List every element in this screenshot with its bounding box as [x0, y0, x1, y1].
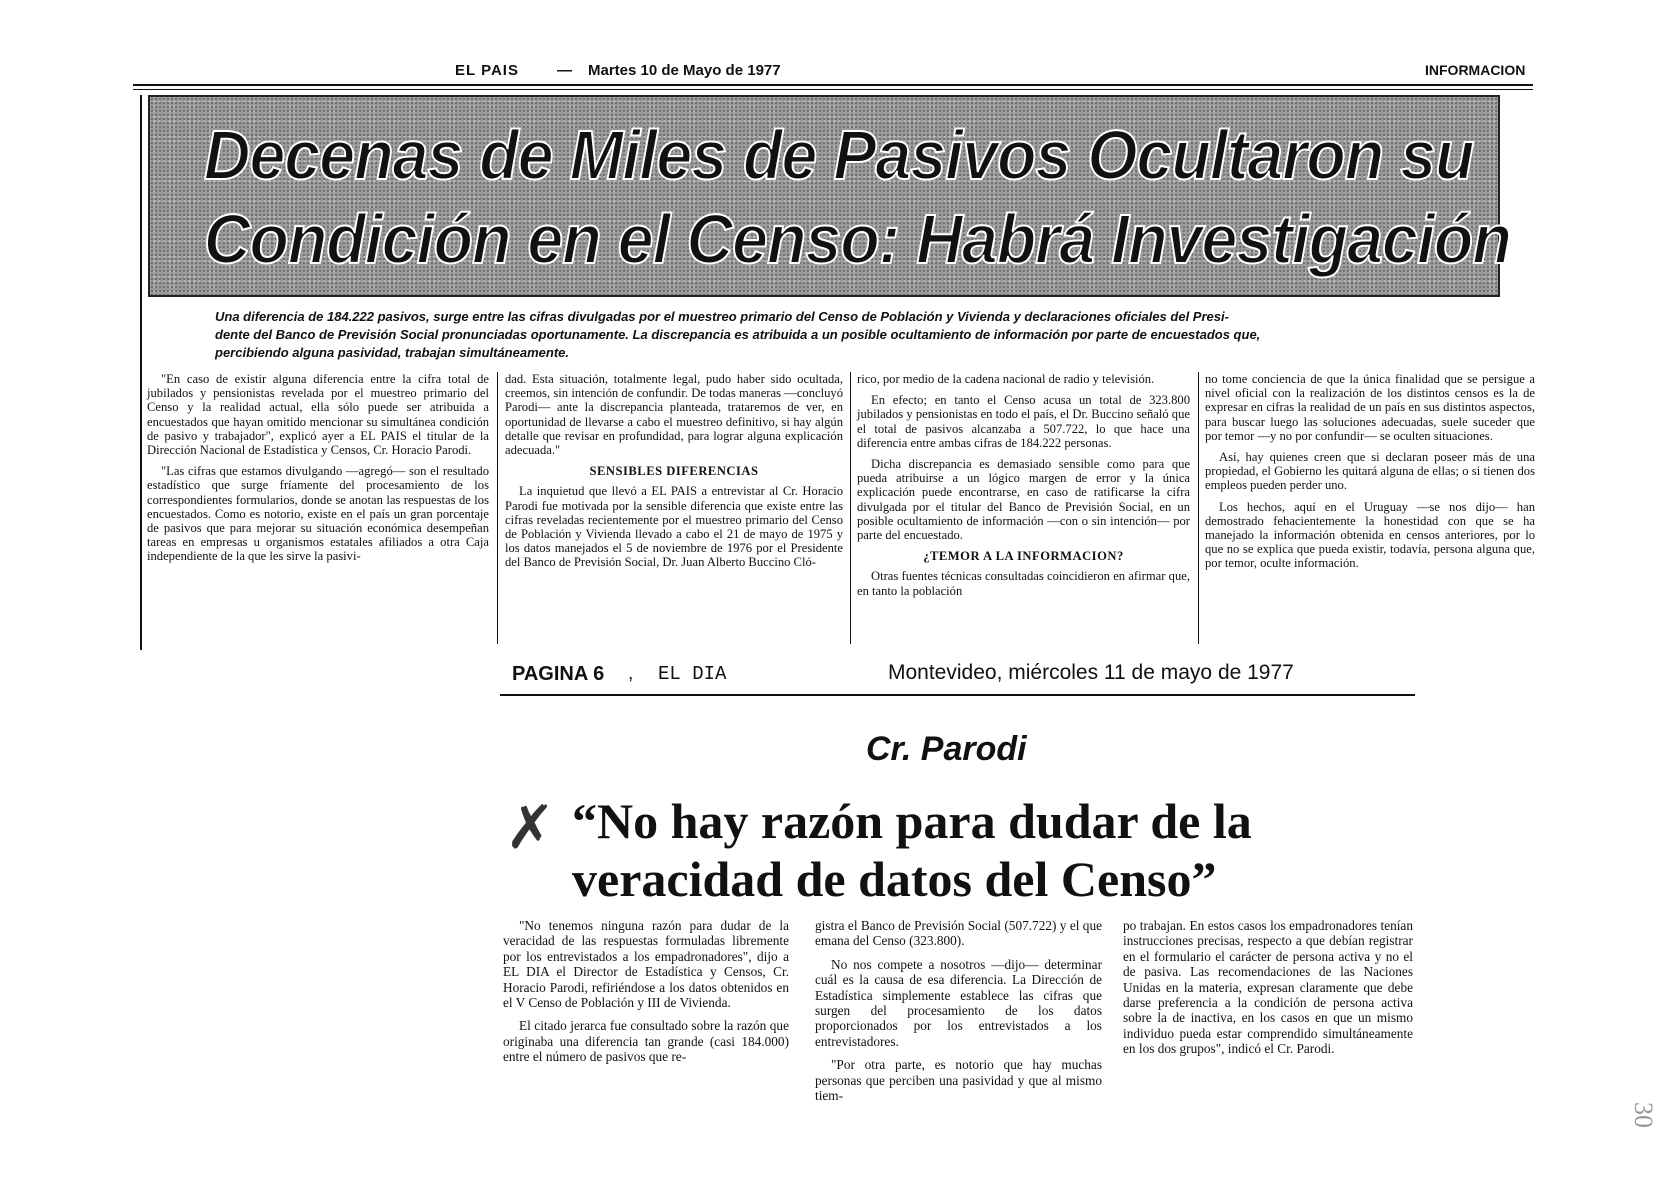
subhead-sensibles-diferencias: SENSIBLES DIFERENCIAS: [589, 464, 759, 479]
article-column-3: [1123, 918, 1413, 1065]
paragraph: gistra el Banco de Previsión Social (507.722) y el que emana del Censo (323.800).: [815, 918, 1102, 949]
header-date: Montevideo, miércoles 11 de mayo de 1977: [888, 661, 1294, 684]
handwritten-x-mark-icon: ✗: [505, 795, 556, 861]
subhead-temor-a-la-informacion: ¿TEMOR A LA INFORMACION?: [923, 549, 1124, 564]
column-rule: [1198, 372, 1199, 644]
header-rule-thin: [133, 89, 1533, 90]
header-rule: [133, 84, 1533, 86]
header-date: Martes 10 de Mayo de 1977: [588, 62, 781, 79]
header-rule: [500, 694, 1415, 696]
header-section: INFORMACION: [1425, 62, 1526, 78]
header-page-number: PAGINA 6: [512, 663, 605, 685]
column-rule: [850, 372, 851, 644]
header-paper-name: EL DIA: [658, 663, 727, 685]
paragraph: dad. Esta situación, totalmente legal, pudo haber sido ocultada, creemos, sin intención de confundir. De todas maneras —concluyó Parodi— ante la discrepancia planteada, trataremos de ver, en oportunidad de llevarse a cabo el muestreo definitivo, si hay algún detalle que revisar en profundidad, para lograr alguna explicación adecuada.": [505, 372, 843, 458]
headline-line-1: Decenas de Miles de Pasivos Ocultaron su: [203, 116, 1474, 194]
paragraph: no tome conciencia de que la única finalidad que se persigue a nivel oficial con la realización de los distintos censos es la de expresar en cifras la realidad de un país en sus distintos aspectos, para buscar luego las soluciones adecuadas, suele suceder que por temor —y no por confundir— se oculten situaciones.: [1205, 372, 1535, 443]
article-column-2: [505, 372, 843, 577]
header-paper-name: EL PAIS: [455, 62, 519, 79]
paragraph: po trabajan. En estos casos los empadronadores tenían instrucciones precisas, respecto a que debían registrar en el formulario el carácter de persona activa y no el de pasiva. Las recomendaciones de las Naciones Unidas en la materia, expresan claramente que debe darse preferencia a la condición de persona activa sobre la de inactiva, en los casos en que un mismo individuo pueda estar comprendido simultáneamente en los dos grupos", indicó el Cr. Parodi.: [1123, 918, 1413, 1057]
kicker-cr-parodi: Cr. Parodi: [866, 730, 1027, 768]
paragraph: "No tenemos ninguna razón para dudar de la veracidad de las respuestas formuladas libremente por los entrevistados a los empadronadores", dijo a EL DIA el Director de Estadística y Censos, Cr. Horacio Parodi, refiriéndose a los datos obtenidos en el V Censo de Población y III de Vivienda.: [503, 918, 789, 1011]
paragraph: El citado jerarca fue consultado sobre la razón que originaba una diferencia tan grande (casi 184.000) entre el número de pasivos que re-: [503, 1018, 789, 1065]
paragraph: "En caso de existir alguna diferencia entre la cifra total de jubilados y pensionistas revelada por el muestreo primario del Censo y la realidad actual, ella sólo puede ser atribuida a encuestados que hayan omitido mencionar su simultánea condición de pasivo y trabajador", explicó ayer a EL PAIS el titular de la Dirección Nacional de Estadística y Censos, Cr. Horacio Parodi.: [147, 372, 489, 458]
headline-line-2: Condición en el Censo: Habrá Investigación: [203, 200, 1511, 278]
header-separator: ,: [628, 663, 634, 684]
left-border-rule: [140, 95, 142, 650]
paragraph: Así, hay quienes creen que si declaran poseer más de una propiedad, el Gobierno les quitará alguna de ellas; o si tienen dos empleos pueden perder uno.: [1205, 450, 1535, 493]
article-column-4: [1205, 372, 1535, 578]
article-column-2: [815, 918, 1102, 1111]
headline-line-1: “No hay razón para dudar de la: [572, 793, 1252, 849]
margin-page-note: 30: [1629, 1102, 1658, 1128]
paragraph: No nos compete a nosotros —dijo— determinar cuál es la causa de esa diferencia. La Dirección de Estadística simplemente establece las cifras que surgen del procesamiento de los datos proporcionados por los entrevistados a los entrevistadores.: [815, 956, 1102, 1049]
paragraph: "Por otra parte, es notorio que hay muchas personas que perciben una pasividad y que al mismo tiem-: [815, 1057, 1102, 1104]
header-separator: —: [557, 62, 573, 79]
article-column-3: [857, 372, 1190, 605]
paragraph: Otras fuentes técnicas consultadas coincidieron en afirmar que, en tanto la población: [857, 569, 1190, 598]
paragraph: Los hechos, aquí en el Uruguay —se nos dijo— han demostrado fehacientemente la honestidad con que se ha manejado la información obtenida en censos anteriores, por lo que no se explica que pueda existir, todavía, persona alguna que, por temor, oculte información.: [1205, 499, 1535, 571]
deck-line-3: percibiendo alguna pasividad, trabajan simultáneamente.: [215, 345, 569, 360]
column-rule: [497, 372, 498, 644]
paragraph: "Las cifras que estamos divulgando —agregó— son el resultado estadístico que surge fríamente del procesamiento de los correspondientes formularios, donde se anotan las respuestas de los encuestados. Como es notorio, existe en el país un gran porcentaje de pasivos que para mejorar su situación económica desempeñan tareas en empresas u organismos estatales afiliados a otra Caja independiente de la que les sirve la pasivi-: [147, 464, 489, 564]
headline-line-2: veracidad de datos del Censo”: [572, 851, 1217, 907]
paragraph: rico, por medio de la cadena nacional de radio y televisión.: [857, 372, 1155, 386]
deck-line-2: dente del Banco de Previsión Social pronunciadas oportunamente. La discrepancia es atribuida a un posible ocultamiento de información por parte de encuestados que,: [215, 327, 1261, 342]
headline-banner: [148, 95, 1511, 297]
article-column-1: [503, 918, 789, 1073]
deck-line-1: Una diferencia de 184.222 pasivos, surge entre las cifras divulgadas por el muestreo primario del Censo de Población y Vivienda y declaraciones oficiales del Presi-: [215, 309, 1229, 324]
paragraph: En efecto; en tanto el Censo acusa un total de 323.800 jubilados y pensionistas en todo el país, el Dr. Buccino señaló que el total de pasivos alcanzaba a 507.722, lo que hace una diferencia entre ambas cifras de 184.222 personas.: [857, 393, 1190, 450]
paragraph: Dicha discrepancia es demasiado sensible como para que pueda atribuirse a un lógico margen de error y la única explicación puede encontrarse, en caso de ratificarse la cifra divulgada por el titular del Banco de Previsión Social, en un posible ocultamiento de información —con o sin intención— por parte del encuestado.: [857, 457, 1190, 543]
paragraph: La inquietud que llevó a EL PAIS a entrevistar al Cr. Horacio Parodi fue motivada por la sensible diferencia que existe entre las cifras reveladas recientemente por el muestreo primario del Censo de Población y Vivienda llevado a cabo el 21 de mayo de 1975 y los datos manejados el 5 de noviembre de 1976 por el Presidente del Banco de Previsión Social, Dr. Juan Alberto Buccino Cló-: [505, 484, 843, 570]
article-column-1: [147, 372, 489, 571]
